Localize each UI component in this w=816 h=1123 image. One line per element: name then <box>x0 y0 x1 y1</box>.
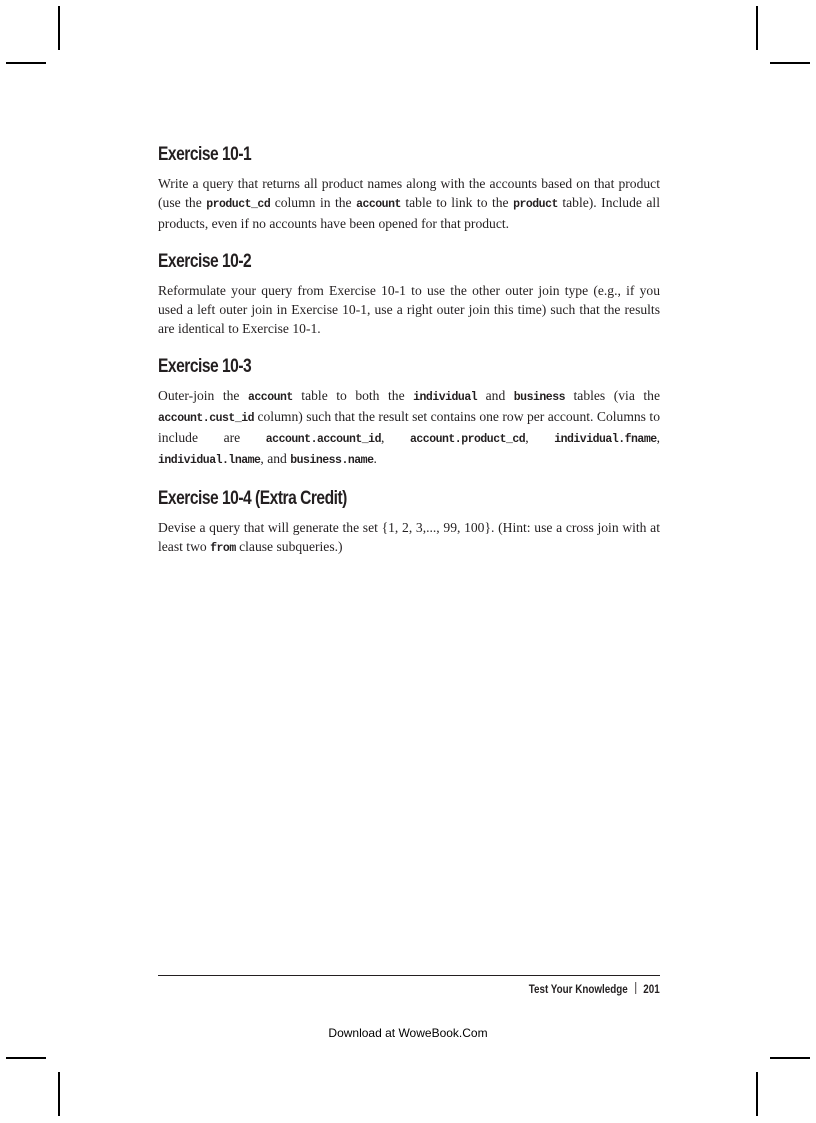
footer-divider <box>158 975 660 976</box>
download-note: Download at WoweBook.Com <box>328 1026 488 1040</box>
crop-mark-top-left-vertical <box>58 6 60 50</box>
inline-code: individual.fname <box>554 433 657 446</box>
exercise-text: Write a query that returns all product names along with the accounts based on that product (use the product_cd column in the account table to link to the product table). Include all products, even if no accounts have been opened for that product. <box>158 176 660 231</box>
inline-code: account.account_id <box>265 433 381 446</box>
crop-mark-bottom-left-horizontal <box>6 1057 46 1059</box>
exercise-10-3 <box>158 354 660 470</box>
crop-mark-bottom-right-vertical <box>756 1072 758 1116</box>
exercise-text: Devise a query that will generate the set {1, 2, 3,..., 99, 100}. (Hint: use a cross join with at least two from clause subqueries.) <box>158 520 660 555</box>
exercise-title: Exercise 10-1 <box>158 144 252 165</box>
crop-mark-top-right-vertical <box>756 6 758 50</box>
exercise-10-2 <box>158 249 660 338</box>
page-content <box>158 142 660 574</box>
crop-mark-top-left-horizontal <box>6 62 46 64</box>
exercise-title: Exercise 10-3 <box>158 356 252 377</box>
inline-code: business <box>513 391 565 404</box>
inline-code: product_cd <box>206 198 271 211</box>
footer-separator <box>635 982 636 994</box>
inline-code: business.name <box>290 454 374 467</box>
inline-code: account.product_cd <box>409 433 526 446</box>
crop-mark-top-right-horizontal <box>770 62 810 64</box>
inline-code: account <box>356 198 401 211</box>
crop-mark-bottom-left-vertical <box>58 1072 60 1116</box>
exercise-10-4 <box>158 486 660 558</box>
inline-code: individual.lname <box>158 454 261 467</box>
inline-code: from <box>210 542 236 555</box>
exercise-10-1 <box>158 142 660 233</box>
inline-code: account <box>247 391 293 404</box>
crop-mark-bottom-right-horizontal <box>770 1057 810 1059</box>
running-footer <box>529 982 660 996</box>
inline-code: individual <box>413 391 478 404</box>
inline-code: account.cust_id <box>158 412 255 425</box>
inline-code: product <box>513 198 558 211</box>
exercise-title: Exercise 10-2 <box>158 251 252 272</box>
page-number: 201 <box>643 982 660 996</box>
exercise-text: Reformulate your query from Exercise 10-1 to use the other outer join type (e.g., if you used a left outer join in Exercise 10-1, use a right outer join this time) such that the results are identical to Exercise 10-1. <box>158 283 660 336</box>
exercise-title: Exercise 10-4 (Extra Credit) <box>158 488 347 509</box>
footer-section-title: Test Your Knowledge <box>529 982 628 996</box>
exercise-text: Outer-join the account table to both the individual and business tables (via the account.cust_id column) such that the result set contains one row per account. Columns to include are account.account_id, account.product_cd, individual.fname, individual.lname, and business.name. <box>158 388 661 467</box>
